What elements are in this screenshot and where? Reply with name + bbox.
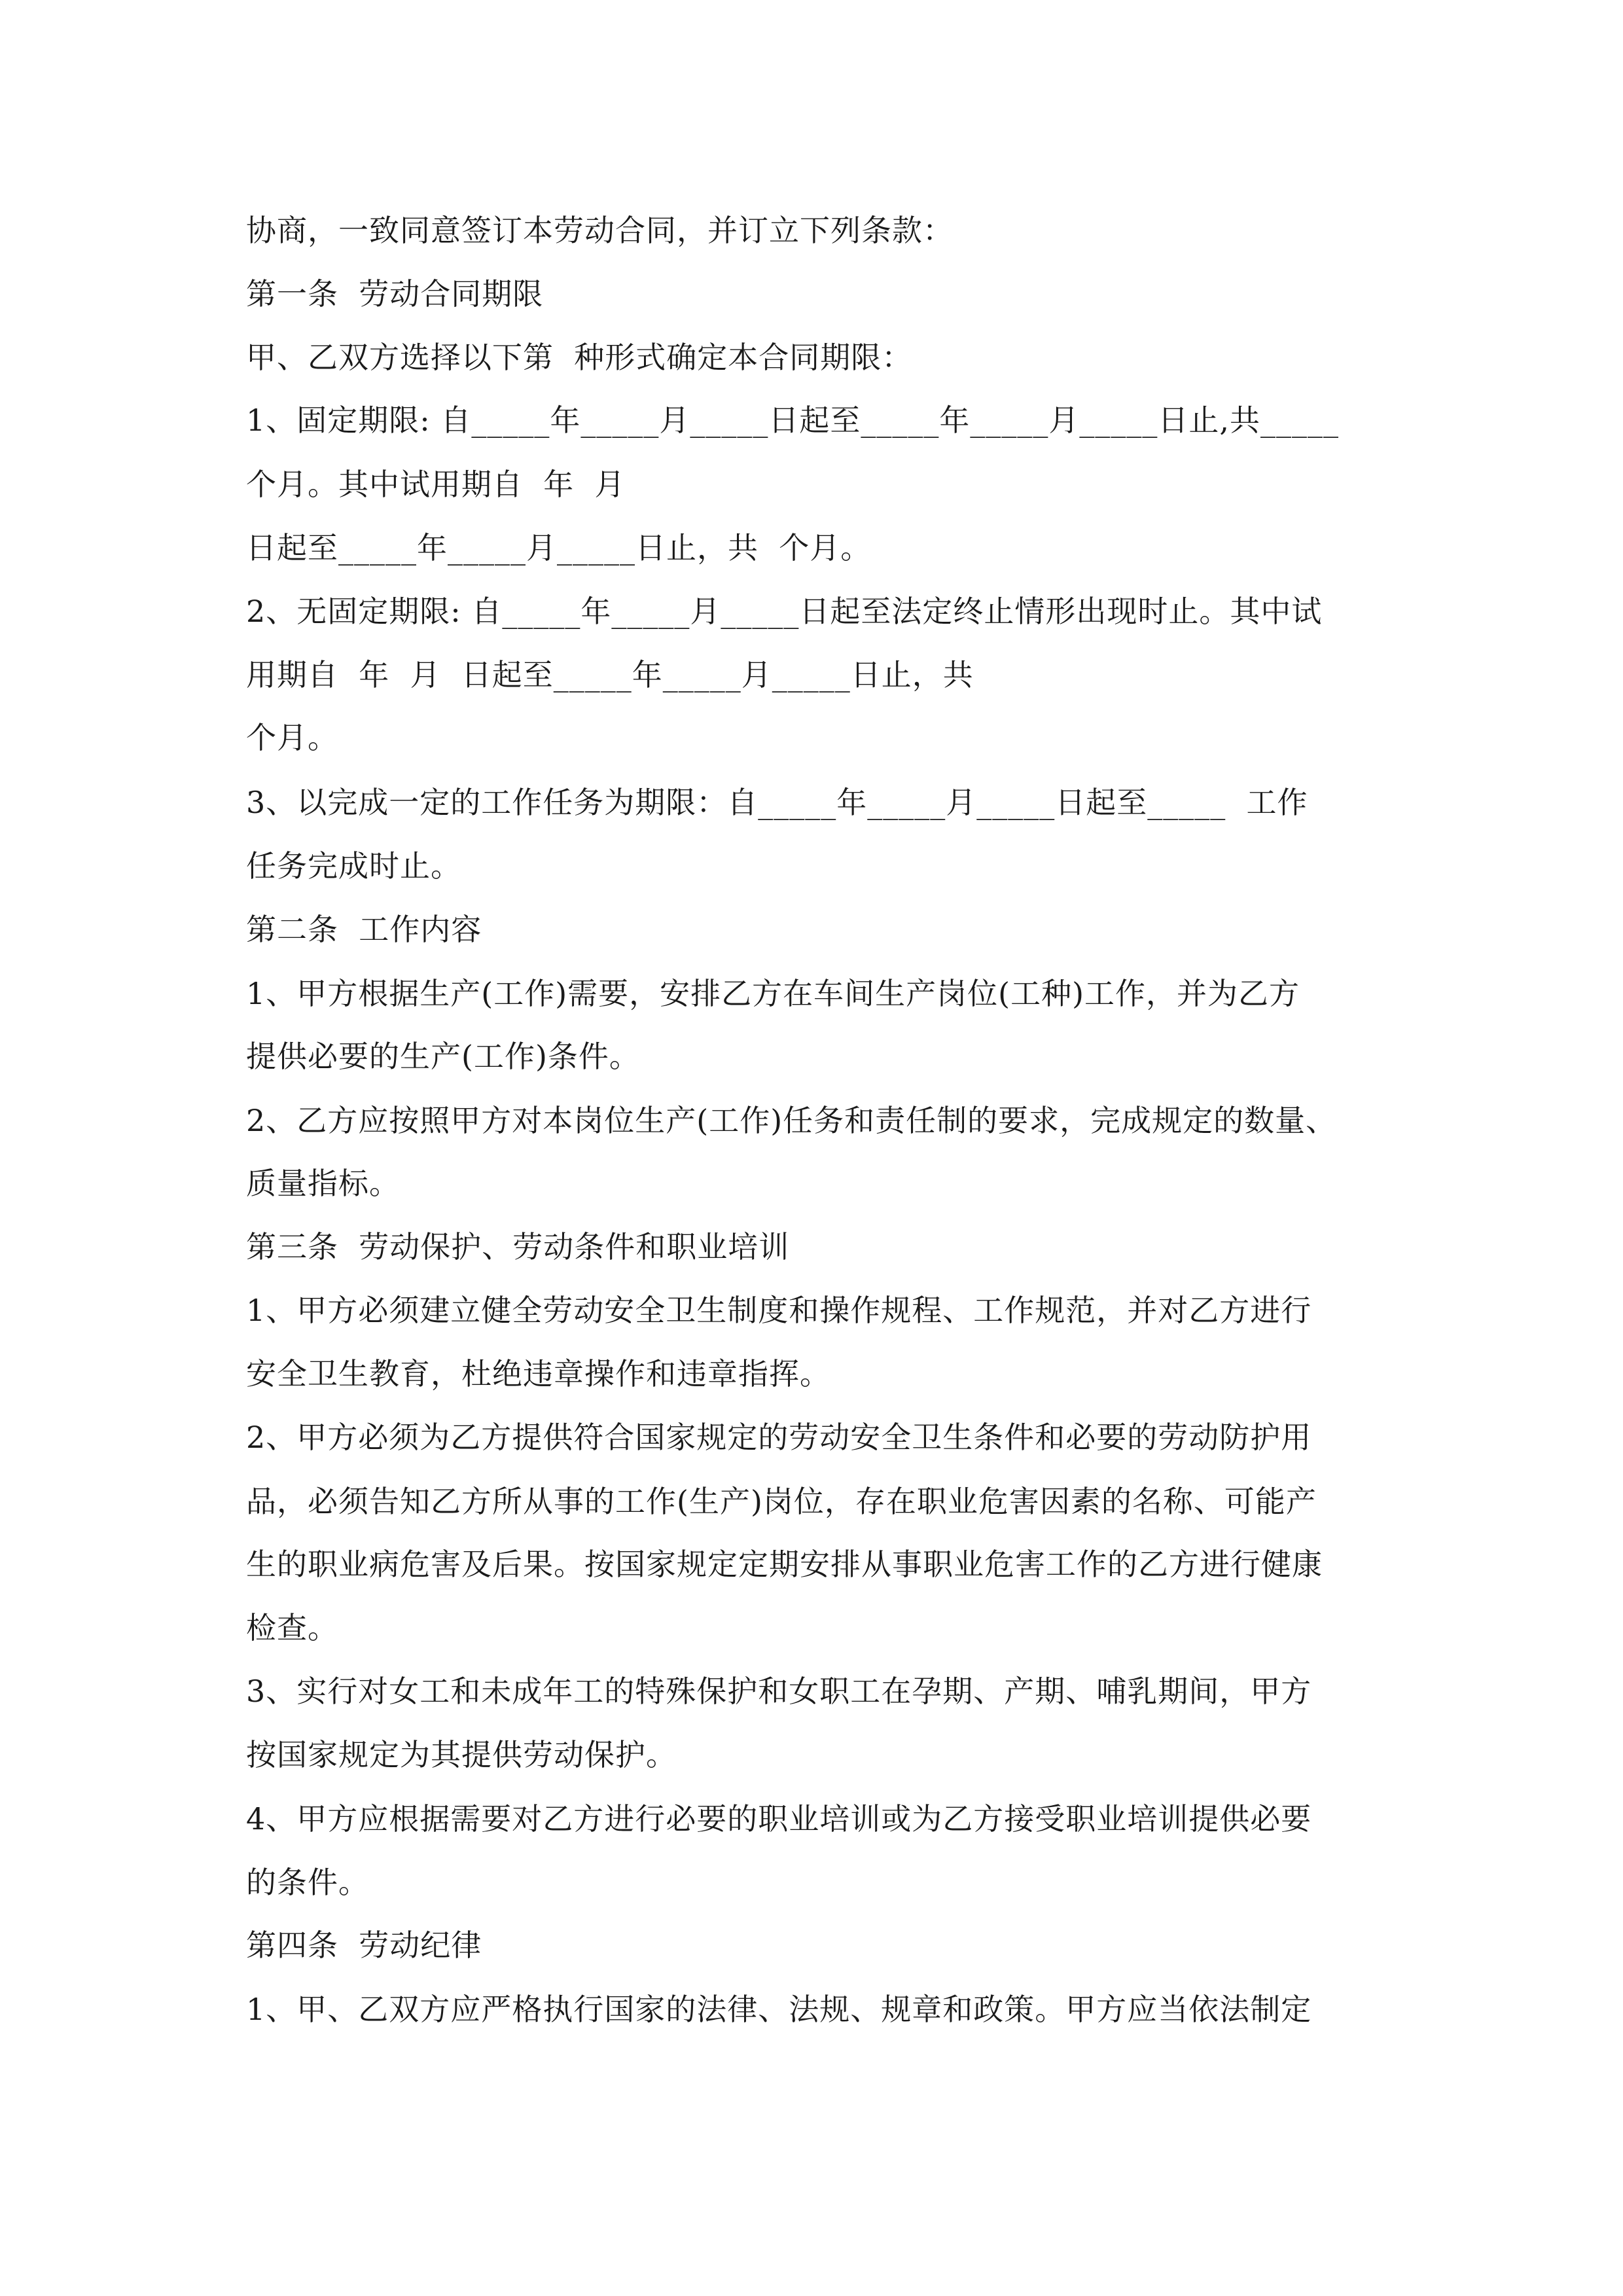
article-heading: 第二条 工作内容 <box>246 912 482 947</box>
text-line: 用期自 年 月 日起至_____年_____月_____日止，共 <box>246 657 974 692</box>
text-line: 3、以完成一定的工作任务为期限：自_____年_____月_____日起至_____ 工作 <box>246 785 1308 820</box>
text-line: 2、无固定期限: 自_____年_____月_____日起至法定终止情形出现时止。其中试 <box>246 594 1323 629</box>
text-line: 日起至_____年_____月_____日止，共 个月。 <box>246 530 872 565</box>
text-line: 质量指标。 <box>246 1166 400 1201</box>
article-heading: 第一条 劳动合同期限 <box>246 276 544 312</box>
text-line: 品，必须告知乙方所从事的工作(生产)岗位，存在职业危害因素的名称、可能产 <box>246 1484 1317 1519</box>
text-line: 1、甲、乙双方应严格执行国家的法律、法规、规章和政策。甲方应当依法制定 <box>246 1992 1312 2027</box>
text-line: 协商，一致同意签订本劳动合同，并订立下列条款： <box>246 213 954 248</box>
text-line: 个月。 <box>246 720 338 755</box>
text-line: 按国家规定为其提供劳动保护。 <box>246 1737 677 1772</box>
text-line: 生的职业病危害及后果。按国家规定定期安排从事职业危害工作的乙方进行健康 <box>246 1547 1323 1582</box>
text-line: 1、固定期限: 自_____年_____月_____日起至_____年_____月_____日止,共_____ <box>246 403 1340 438</box>
text-line: 2、乙方应按照甲方对本岗位生产(工作)任务和责任制的要求，完成规定的数量、 <box>246 1103 1337 1138</box>
text-line: 提供必要的生产(工作)条件。 <box>246 1039 640 1074</box>
article-heading: 第四条 劳动纪律 <box>246 1928 482 1963</box>
text-line: 3、实行对女工和未成年工的特殊保护和女职工在孕期、产期、哺乳期间，甲方 <box>246 1674 1312 1709</box>
text-line: 检查。 <box>246 1610 338 1645</box>
text-line: 个月。其中试用期自 年 月 <box>246 467 626 502</box>
text-line: 的条件。 <box>246 1865 369 1900</box>
text-line: 2、甲方必须为乙方提供符合国家规定的劳动安全卫生条件和必要的劳动防护用 <box>246 1420 1312 1455</box>
text-line: 1、甲方根据生产(工作)需要，安排乙方在车间生产岗位(工种)工作，并为乙方 <box>246 976 1300 1011</box>
text-line: 1、甲方必须建立健全劳动安全卫生制度和操作规程、工作规范，并对乙方进行 <box>246 1293 1312 1328</box>
text-line: 安全卫生教育，杜绝违章操作和违章指挥。 <box>246 1356 830 1391</box>
text-line: 任务完成时止。 <box>246 848 461 884</box>
text-line: 4、甲方应根据需要对乙方进行必要的职业培训或为乙方接受职业培训提供必要 <box>246 1801 1312 1837</box>
text-line: 甲、乙双方选择以下第 种形式确定本合同期限： <box>246 340 913 375</box>
article-heading: 第三条 劳动保护、劳动条件和职业培训 <box>246 1229 790 1265</box>
